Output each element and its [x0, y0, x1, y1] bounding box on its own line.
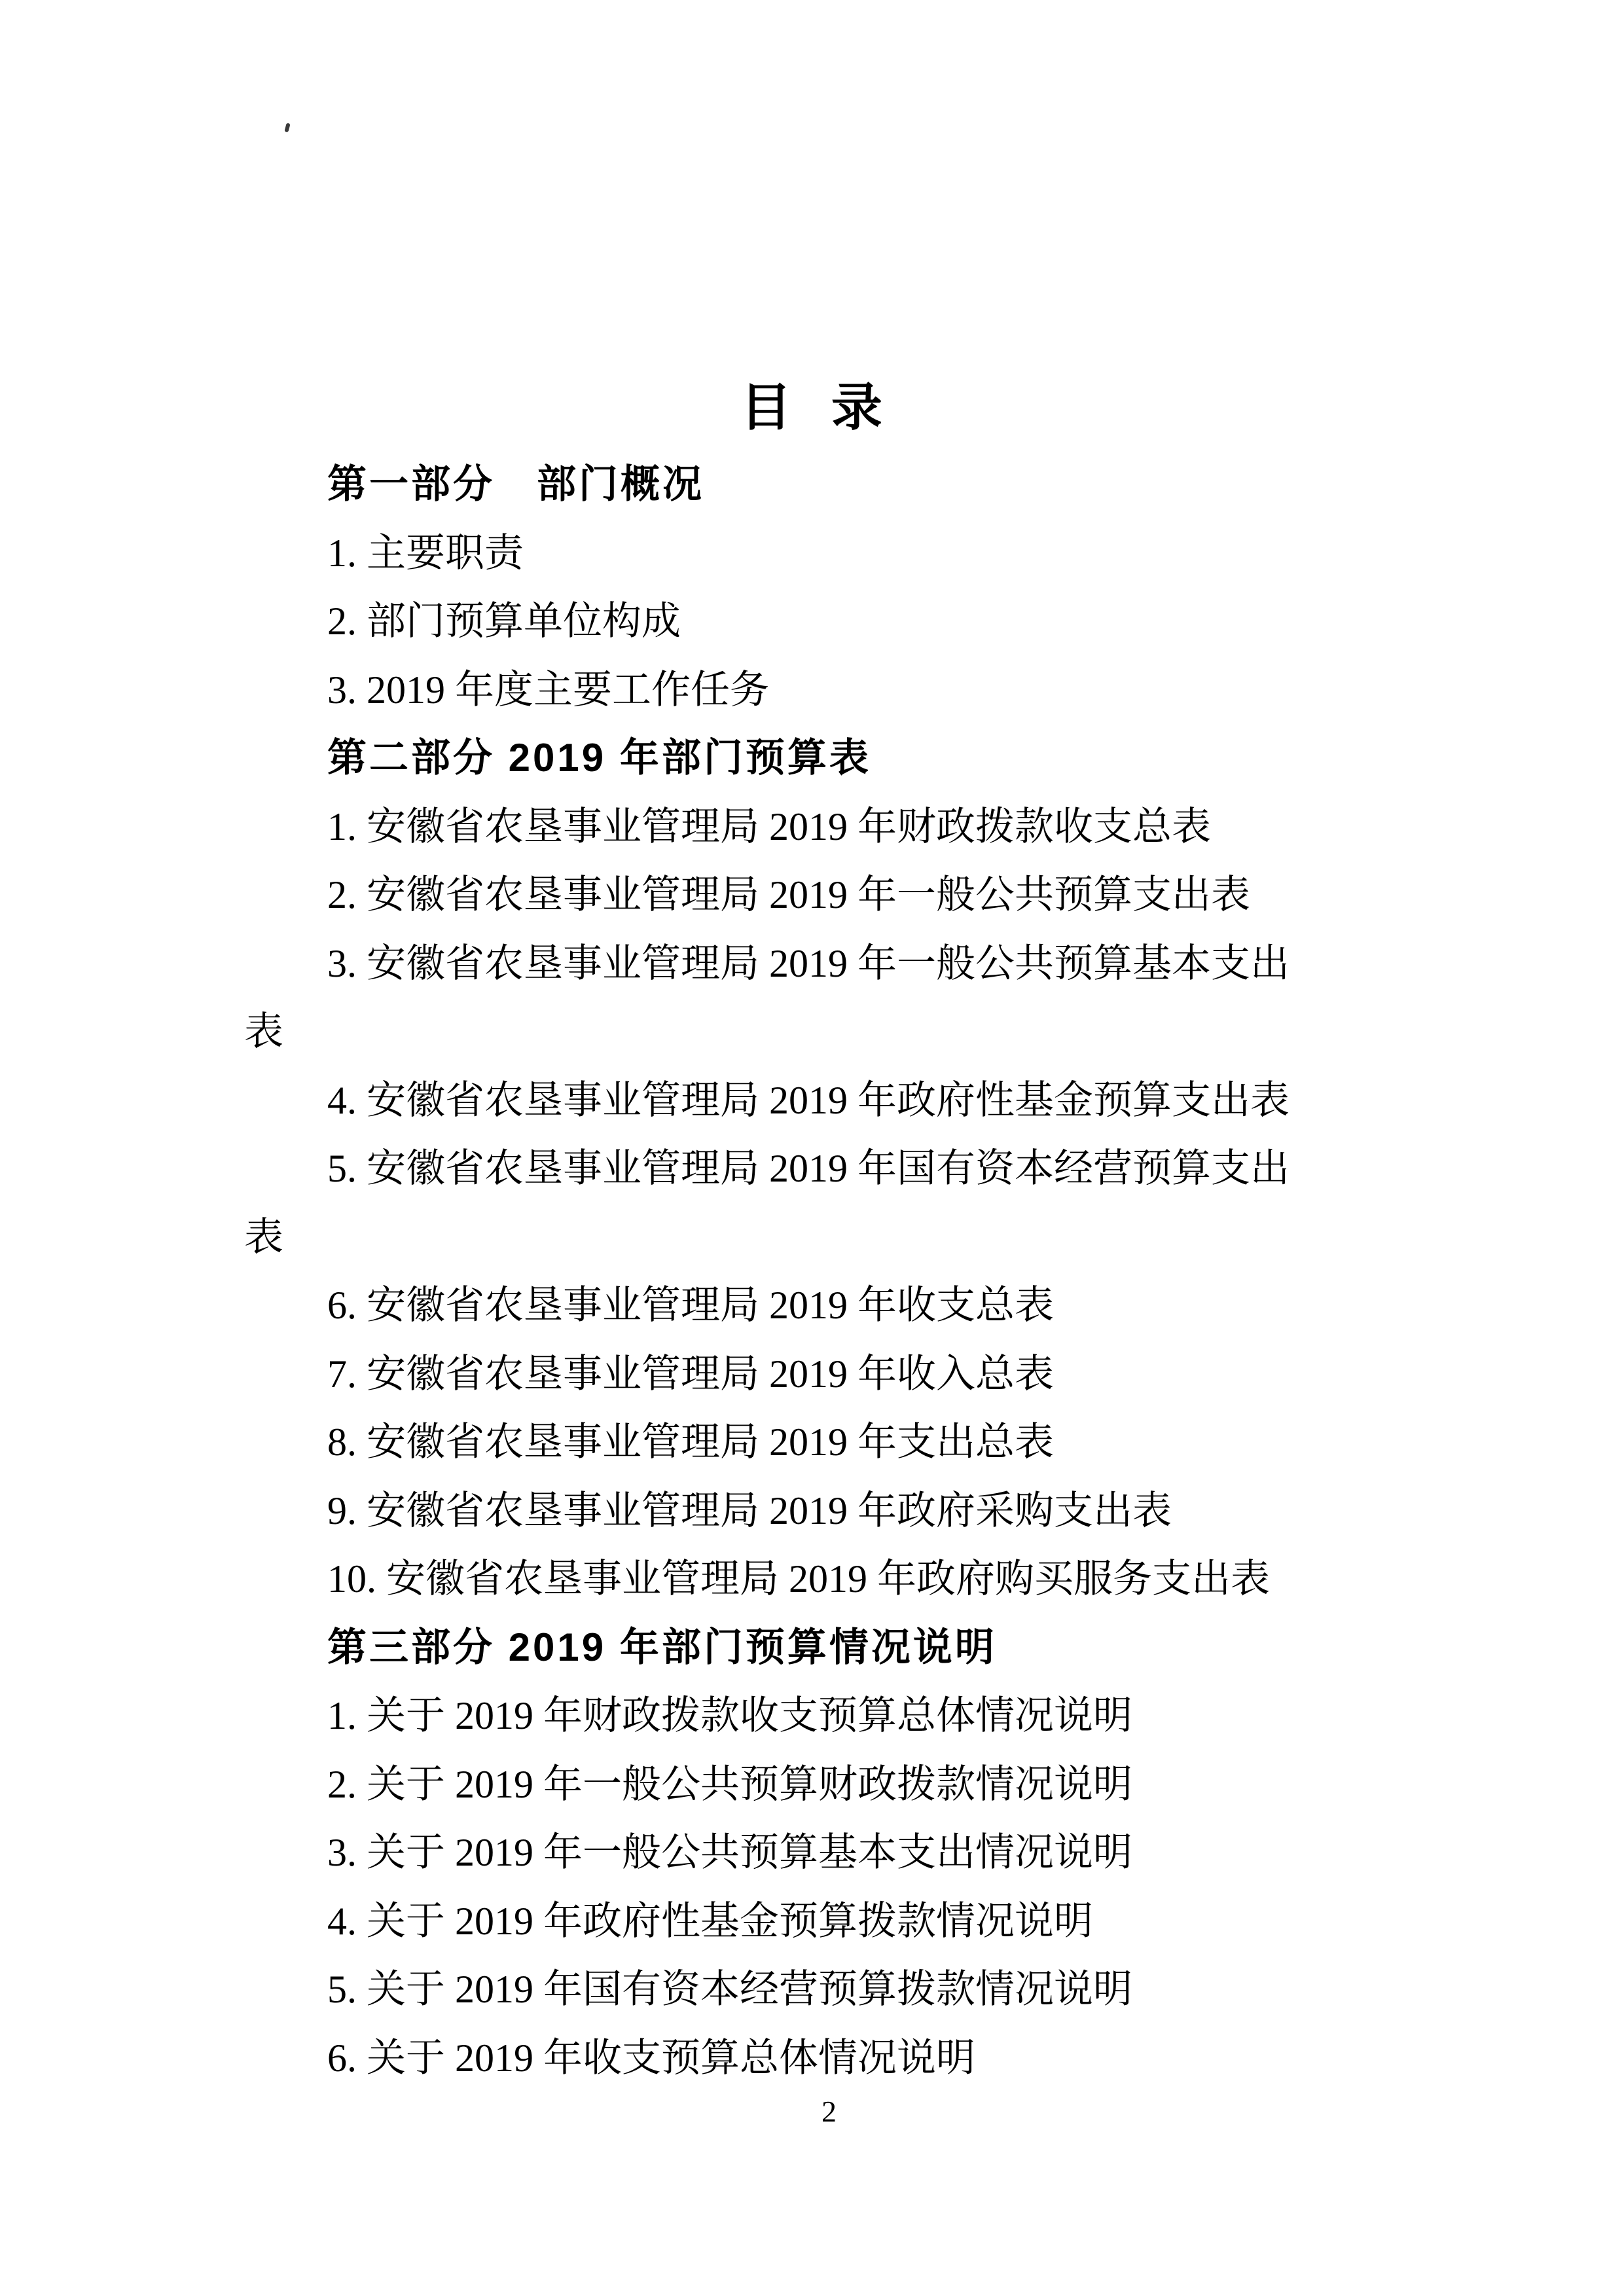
toc-entry: 2. 部门预算单位构成 — [327, 600, 681, 643]
part-heading: 第一部分 部门概况 — [327, 462, 704, 506]
toc-entry: 2. 关于 2019 年一般公共预算财政拨款情况说明 — [327, 1762, 1132, 1806]
toc-entry: 1. 关于 2019 年财政拨款收支预算总体情况说明 — [327, 1694, 1132, 1737]
toc-entry: 8. 安徽省农垦事业管理局 2019 年支出总表 — [327, 1420, 1054, 1464]
scan-speck — [284, 122, 290, 132]
table-of-contents — [244, 450, 1305, 2092]
toc-entry: 1. 安徽省农垦事业管理局 2019 年财政拨款收支总表 — [327, 804, 1211, 848]
page-title: 目 录 — [740, 378, 884, 436]
toc-entry: 5. 关于 2019 年国有资本经营预算拨款情况说明 — [327, 1968, 1132, 2011]
toc-entry: 3. 关于 2019 年一般公共预算基本支出情况说明 — [327, 1831, 1132, 1874]
toc-entry: 10. 安徽省农垦事业管理局 2019 年政府购买服务支出表 — [327, 1557, 1270, 1600]
toc-entry: 6. 安徽省农垦事业管理局 2019 年收支总表 — [327, 1284, 1054, 1327]
toc-entry-continuation: 表 — [244, 1010, 283, 1053]
toc-entry: 4. 关于 2019 年政府性基金预算拨款情况说明 — [327, 1899, 1093, 1943]
page-number: 2 — [821, 2095, 837, 2128]
part-heading: 第三部分 2019 年部门预算情况说明 — [327, 1625, 997, 1669]
toc-entry: 2. 安徽省农垦事业管理局 2019 年一般公共预算支出表 — [327, 873, 1250, 916]
toc-entry-continuation: 表 — [244, 1215, 283, 1259]
toc-entry: 4. 安徽省农垦事业管理局 2019 年政府性基金预算支出表 — [327, 1078, 1290, 1122]
toc-entry: 3. 2019 年度主要工作任务 — [327, 668, 769, 712]
toc-entry: 6. 关于 2019 年收支预算总体情况说明 — [327, 2036, 975, 2080]
toc-entry: 1. 主要职责 — [327, 531, 524, 575]
toc-entry: 9. 安徽省农垦事业管理局 2019 年政府采购支出表 — [327, 1489, 1172, 1532]
toc-entry: 7. 安徽省农垦事业管理局 2019 年收入总表 — [327, 1352, 1054, 1396]
toc-entry: 3. 安徽省农垦事业管理局 2019 年一般公共预算基本支出 — [327, 941, 1290, 985]
toc-entry: 5. 安徽省农垦事业管理局 2019 年国有资本经营预算支出 — [327, 1147, 1290, 1190]
part-heading: 第二部分 2019 年部门预算表 — [327, 736, 871, 780]
